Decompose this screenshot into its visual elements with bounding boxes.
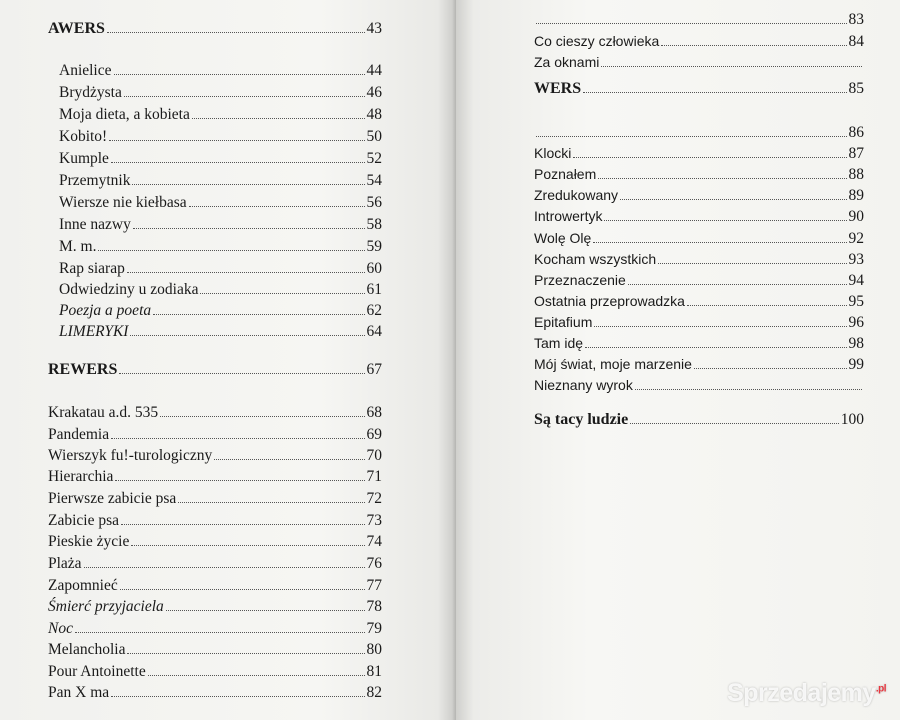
dot-leader — [687, 305, 847, 306]
toc-entry — [534, 124, 864, 142]
toc-entry-page: 69 — [366, 426, 382, 443]
toc-entry — [48, 555, 382, 573]
toc-entry-page: 48 — [366, 106, 382, 123]
watermark-suffix: .pl — [875, 683, 886, 695]
toc-entry — [534, 33, 864, 51]
toc-entry-title: Epitafium — [534, 314, 593, 330]
dot-leader — [594, 326, 846, 327]
toc-entry-title: Wierszyk fu!-turologiczny — [48, 447, 213, 464]
toc-entry — [48, 684, 382, 702]
toc-entry — [48, 598, 382, 616]
toc-entry — [48, 216, 382, 234]
toc-entry-page: 78 — [366, 598, 382, 615]
toc-entry — [48, 404, 382, 422]
toc-entry-title: Krakatau a.d. 535 — [48, 404, 159, 421]
toc-entry-page: 50 — [366, 128, 382, 145]
dot-leader — [127, 653, 364, 654]
dot-leader — [124, 96, 365, 97]
toc-entry-title: Moja dieta, a kobieta — [59, 106, 190, 123]
toc-entry-title: Ostatnia przeprowadzka — [534, 293, 685, 309]
toc-entry-page: 52 — [366, 150, 382, 167]
dot-leader — [114, 74, 365, 75]
toc-entry-title: AWERS — [48, 20, 105, 37]
toc-entry-title: Wolę Olę — [534, 230, 592, 246]
toc-entry-page: 99 — [848, 356, 864, 373]
toc-entry-title: Hierarchia — [48, 468, 114, 485]
toc-entry-page: 79 — [366, 620, 382, 637]
dot-leader — [598, 178, 846, 179]
toc-entry — [48, 490, 382, 508]
dot-leader — [107, 32, 365, 33]
toc-entry — [48, 323, 382, 341]
dot-leader — [661, 45, 846, 46]
toc-entry — [48, 128, 382, 146]
toc-entry — [48, 20, 382, 38]
dot-leader — [153, 314, 364, 315]
toc-entry-title: Melancholia — [48, 641, 126, 658]
toc-entry-page: 80 — [366, 641, 382, 658]
toc-entry — [534, 145, 864, 163]
toc-entry-title: Poezja a poeta — [59, 302, 152, 319]
watermark-logo — [727, 679, 886, 708]
watermark-text: Sprzedajemy — [727, 679, 876, 707]
dot-leader — [628, 284, 847, 285]
dot-leader — [635, 389, 862, 390]
dot-leader — [573, 157, 846, 158]
toc-entry — [48, 62, 382, 80]
toc-entry-page: 43 — [366, 20, 382, 37]
toc-entry-page: 44 — [366, 62, 382, 79]
dot-leader — [189, 206, 365, 207]
dot-leader — [620, 199, 846, 200]
dot-leader — [119, 373, 364, 374]
toc-entry — [48, 238, 382, 256]
dot-leader — [111, 696, 364, 697]
dot-leader — [98, 250, 364, 251]
toc-entry-title: Noc — [48, 620, 73, 637]
toc-entry-title: Kobito! — [59, 128, 108, 145]
toc-entry — [48, 106, 382, 124]
toc-entry — [48, 663, 382, 681]
toc-entry-page: 74 — [366, 533, 382, 550]
toc-entry-page: 60 — [366, 260, 382, 277]
dot-leader — [160, 416, 364, 417]
toc-entry — [48, 194, 382, 212]
toc-entry-page: 46 — [366, 84, 382, 101]
toc-entry — [534, 356, 864, 374]
toc-entry-title: Introwertyk — [534, 208, 603, 224]
toc-entry-title: WERS — [534, 80, 582, 97]
toc-entry-page: 71 — [366, 468, 382, 485]
toc-entry-page: 83 — [848, 11, 864, 28]
dot-leader — [593, 242, 846, 243]
dot-leader — [601, 66, 862, 67]
toc-entry — [48, 641, 382, 659]
dot-leader — [148, 675, 365, 676]
dot-leader — [192, 118, 365, 119]
toc-entry-page: 95 — [848, 293, 864, 310]
toc-entry-title: Tam idę — [534, 335, 584, 351]
toc-entry-page: 93 — [848, 251, 864, 268]
toc-entry — [48, 302, 382, 320]
toc-entry-page: 62 — [366, 302, 382, 319]
toc-entry — [534, 314, 864, 332]
toc-entry-title: Rap siarap — [59, 260, 125, 277]
toc-entry — [48, 361, 382, 379]
toc-entry-page: 98 — [848, 335, 864, 352]
toc-entry — [48, 84, 382, 102]
dot-leader — [84, 567, 365, 568]
toc-entry-page: 61 — [366, 281, 382, 298]
toc-entry — [48, 447, 382, 465]
toc-entry — [534, 293, 864, 311]
toc-entry-title: Pandemia — [48, 426, 110, 443]
dot-leader — [694, 368, 847, 369]
toc-entry-title: Mój świat, moje marzenie — [534, 356, 692, 372]
toc-entry — [534, 208, 864, 226]
toc-entry-page: 59 — [366, 238, 382, 255]
toc-entry-page: 90 — [848, 208, 864, 225]
toc-entry — [534, 187, 864, 205]
toc-entry-title: Co cieszy człowieka — [534, 33, 660, 49]
dot-leader — [115, 480, 364, 481]
toc-entry — [534, 11, 864, 29]
toc-entry-page: 77 — [366, 577, 382, 594]
toc-entry-title: Zredukowany — [534, 187, 619, 203]
toc-entry-page: 94 — [848, 272, 864, 289]
toc-entry-page: 67 — [366, 361, 382, 378]
dot-leader — [166, 610, 365, 611]
toc-entry-title: Pierwsze zabicie psa — [48, 490, 177, 507]
toc-entry — [534, 377, 864, 394]
toc-entry-title: Inne nazwy — [59, 216, 131, 233]
toc-entry-page: 64 — [366, 323, 382, 340]
toc-entry-page: 76 — [366, 555, 382, 572]
dot-leader — [585, 347, 846, 348]
toc-entry — [534, 411, 864, 429]
dot-leader — [132, 184, 364, 185]
dot-leader — [111, 438, 364, 439]
dot-leader — [658, 263, 846, 264]
toc-entry-page: 100 — [840, 411, 864, 428]
dot-leader — [536, 136, 847, 137]
dot-leader — [200, 293, 364, 294]
toc-entry — [48, 426, 382, 444]
toc-entry — [48, 150, 382, 168]
toc-entry — [48, 468, 382, 486]
toc-entry-page: 88 — [848, 166, 864, 183]
toc-entry — [534, 230, 864, 248]
toc-entry — [534, 272, 864, 290]
toc-entry-page: 68 — [366, 404, 382, 421]
toc-entry — [48, 577, 382, 595]
toc-entry-title: REWERS — [48, 361, 118, 378]
toc-entry-title: Brydżysta — [59, 84, 122, 101]
dot-leader — [630, 423, 839, 424]
toc-entry-page: 86 — [848, 124, 864, 141]
toc-entry-title: Wiersze nie kiełbasa — [59, 194, 187, 211]
toc-entry — [48, 620, 382, 638]
toc-entry-title: Odwiedziny u zodiaka — [59, 281, 199, 298]
toc-entry-page: 84 — [848, 33, 864, 50]
dot-leader — [109, 140, 364, 141]
toc-entry-title: Śmierć przyjaciela — [48, 598, 164, 615]
toc-entry-title: Klocki — [534, 145, 572, 161]
dot-leader — [583, 92, 846, 93]
toc-entry — [48, 260, 382, 278]
toc-entry-page: 56 — [366, 194, 382, 211]
toc-entry-title: LIMERYKI — [59, 323, 129, 340]
toc-entry-title: Za oknami — [534, 54, 600, 70]
dot-leader — [127, 272, 365, 273]
toc-entry — [534, 335, 864, 353]
toc-entry-title: Zabicie psa — [48, 512, 120, 529]
toc-entry-title: Pieskie życie — [48, 533, 130, 550]
dot-leader — [133, 228, 365, 229]
toc-entry-page: 92 — [848, 230, 864, 247]
toc-entry — [48, 533, 382, 551]
toc-entry-page: 72 — [366, 490, 382, 507]
right-page — [456, 0, 900, 720]
toc-entry-title: Są tacy ludzie — [534, 411, 629, 428]
toc-entry-page: 73 — [366, 512, 382, 529]
dot-leader — [604, 220, 846, 221]
toc-entry-page: 58 — [366, 216, 382, 233]
toc-entry-page: 54 — [366, 172, 382, 189]
toc-entry-page: 81 — [366, 663, 382, 680]
toc-entry-title: Anielice — [59, 62, 112, 79]
toc-entry-title: Przeznaczenie — [534, 272, 626, 288]
dot-leader — [130, 335, 364, 336]
dot-leader — [536, 23, 847, 24]
toc-entry-title: Pan X ma — [48, 684, 110, 701]
toc-entry-page: 89 — [848, 187, 864, 204]
dot-leader — [120, 589, 365, 590]
toc-entry-title: Zapomnieć — [48, 577, 118, 594]
toc-entry — [534, 251, 864, 269]
toc-entry — [48, 512, 382, 530]
dot-leader — [121, 524, 364, 525]
toc-entry-title: Poznałem — [534, 166, 597, 182]
dot-leader — [131, 545, 364, 546]
toc-entry — [48, 281, 382, 299]
toc-entry-title: Nieznany wyrok — [534, 377, 633, 393]
toc-entry-title: Kocham wszystkich — [534, 251, 657, 267]
toc-entry-title: M. m. — [59, 238, 97, 255]
dot-leader — [75, 632, 365, 633]
toc-entry-title: Pour Antoinette — [48, 663, 146, 680]
toc-entry-page: 96 — [848, 314, 864, 331]
toc-entry — [534, 54, 864, 71]
dot-leader — [111, 162, 365, 163]
toc-entry-page: 87 — [848, 145, 864, 162]
toc-entry — [534, 80, 864, 98]
toc-entry-page: 85 — [848, 80, 864, 97]
toc-entry — [534, 166, 864, 184]
toc-entry-page: 82 — [366, 684, 382, 701]
toc-entry-page: 70 — [366, 447, 382, 464]
dot-leader — [214, 459, 364, 460]
toc-entry-title: Przemytnik — [59, 172, 131, 189]
toc-entry-title: Kumple — [59, 150, 109, 167]
dot-leader — [178, 502, 364, 503]
toc-entry-title: Plaża — [48, 555, 82, 572]
toc-entry — [48, 172, 382, 190]
